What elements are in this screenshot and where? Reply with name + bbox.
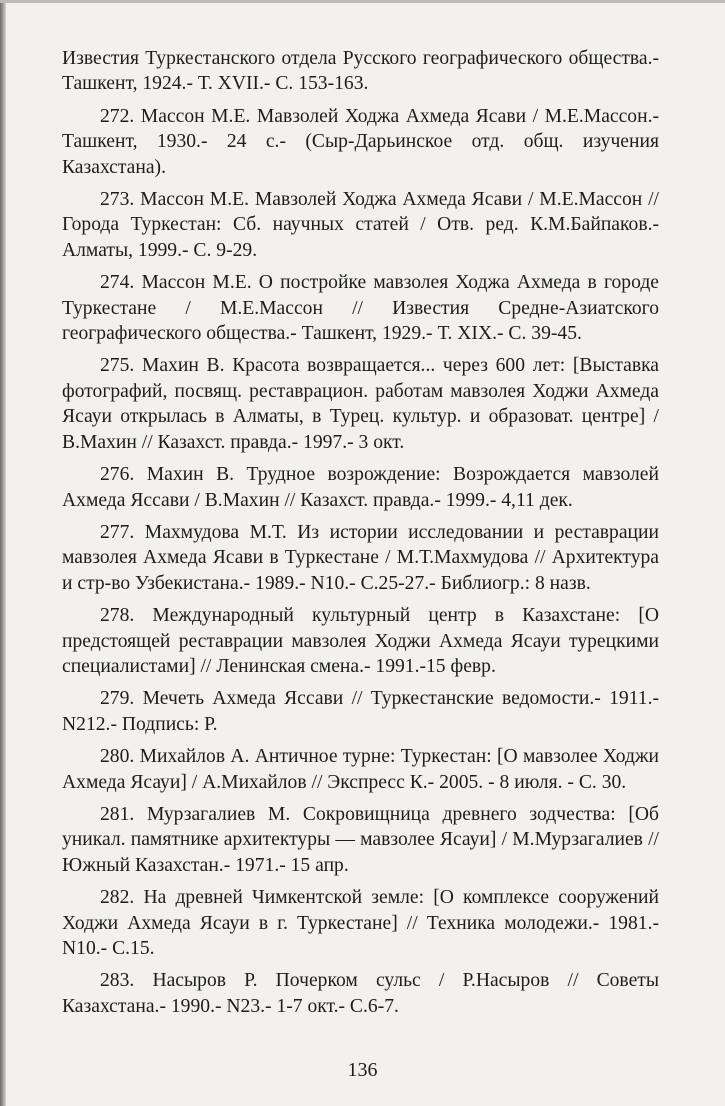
book-gutter-shadow [0,0,6,1106]
page-number: 136 [347,1059,378,1081]
bibliography-entry-279: 279. Мечеть Ахмеда Яссави // Туркестанские ведомости.- 1911.- N212.- Подпись: Р. [62,688,659,735]
bibliography-entry-275: 275. Махин В. Красота возвращается... через 600 лет: [Выставка фотографий, посвящ. реставрацион. работам мавзолея Ходжи Ахмеда Ясауи открылась в Алматы, в Турец. культур. и образоват. центре] / В.Махин // Казахст. правда.- 1997.- 3 окт. [62,355,659,453]
bibliography-entry-283: 283. Насыров Р. Почерком сульс / Р.Насыров // Советы Казахстана.- 1990.- N23.- 1-7 окт.- С.6-7. [62,970,659,1017]
bibliography-page [62,46,659,1026]
bibliography-entry-282: 282. На древней Чимкентской земле: [О комплексе сооружений Ходжи Ахмеда Ясауи в г. Туркестане] // Техника молодежи.- 1981.- N10.- С.15. [62,887,659,959]
page-top-edge [0,0,725,3]
bibliography-entry-273: 273. Массон М.Е. Мавзолей Ходжа Ахмеда Ясави / М.Е.Массон // Города Туркестан: Сб. научных статей / Отв. ред. К.М.Байпаков.- Алматы, 1999.- С. 9-29. [62,189,659,261]
bibliography-entry-272: 272. Массон М.Е. Мавзолей Ходжа Ахмеда Ясави / М.Е.Массон.- Ташкент, 1930.- 24 с.- (Сыр-Дарьинское отд. общ. изучения Казахстана). [62,105,659,178]
bibliography-entry-276: 276. Махин В. Трудное возрождение: Возрождается мавзолей Ахмеда Яссави / В.Махин // Казахст. правда.- 1999.- 4,11 дек. [62,464,659,511]
continuation-text: Известия Туркестанского отдела Русского географического общества.- Ташкент, 1924.- Т. XVII.- С. 153-163. [62,48,659,95]
bibliography-entry-274: 274. Массон М.Е. О постройке мавзолея Ходжа Ахмеда в городе Туркестане / М.Е.Массон // Известия Средне-Азиатского географического общества.- Ташкент, 1929.- Т. XIX.- С. 39-45. [62,272,659,345]
bibliography-entry-280: 280. Михайлов А. Античное турне: Туркестан: [О мавзолее Ходжи Ахмеда Ясауи] / А.Михайлов // Экспресс К.- 2005. - 8 июля. - С. 30. [62,746,659,793]
bibliography-entry-278: 278. Международный культурный центр в Казахстане: [О предстоящей реставрации мавзолея Ходжи Ахмеда Ясауи турецкими специалистами] // Ленинская смена.- 1991.-15 февр. [62,605,659,677]
bibliography-entry-277: 277. Махмудова М.Т. Из истории исследовании и реставрации мавзолея Ахмеда Ясави в Туркестане / М.Т.Махмудова // Архитектура и стр-во Узбекистана.- 1989.- N10.- С.25-27.- Библиогр.: 8 назв. [62,521,659,594]
bibliography-entry-281: 281. Мурзагалиев М. Сокровищница древнего зодчества: [Об уникал. памятнике архитектуры — мавзолее Ясауи] / М.Мурзагалиев // Южный Казахстан.- 1971.- 15 апр. [62,803,659,876]
